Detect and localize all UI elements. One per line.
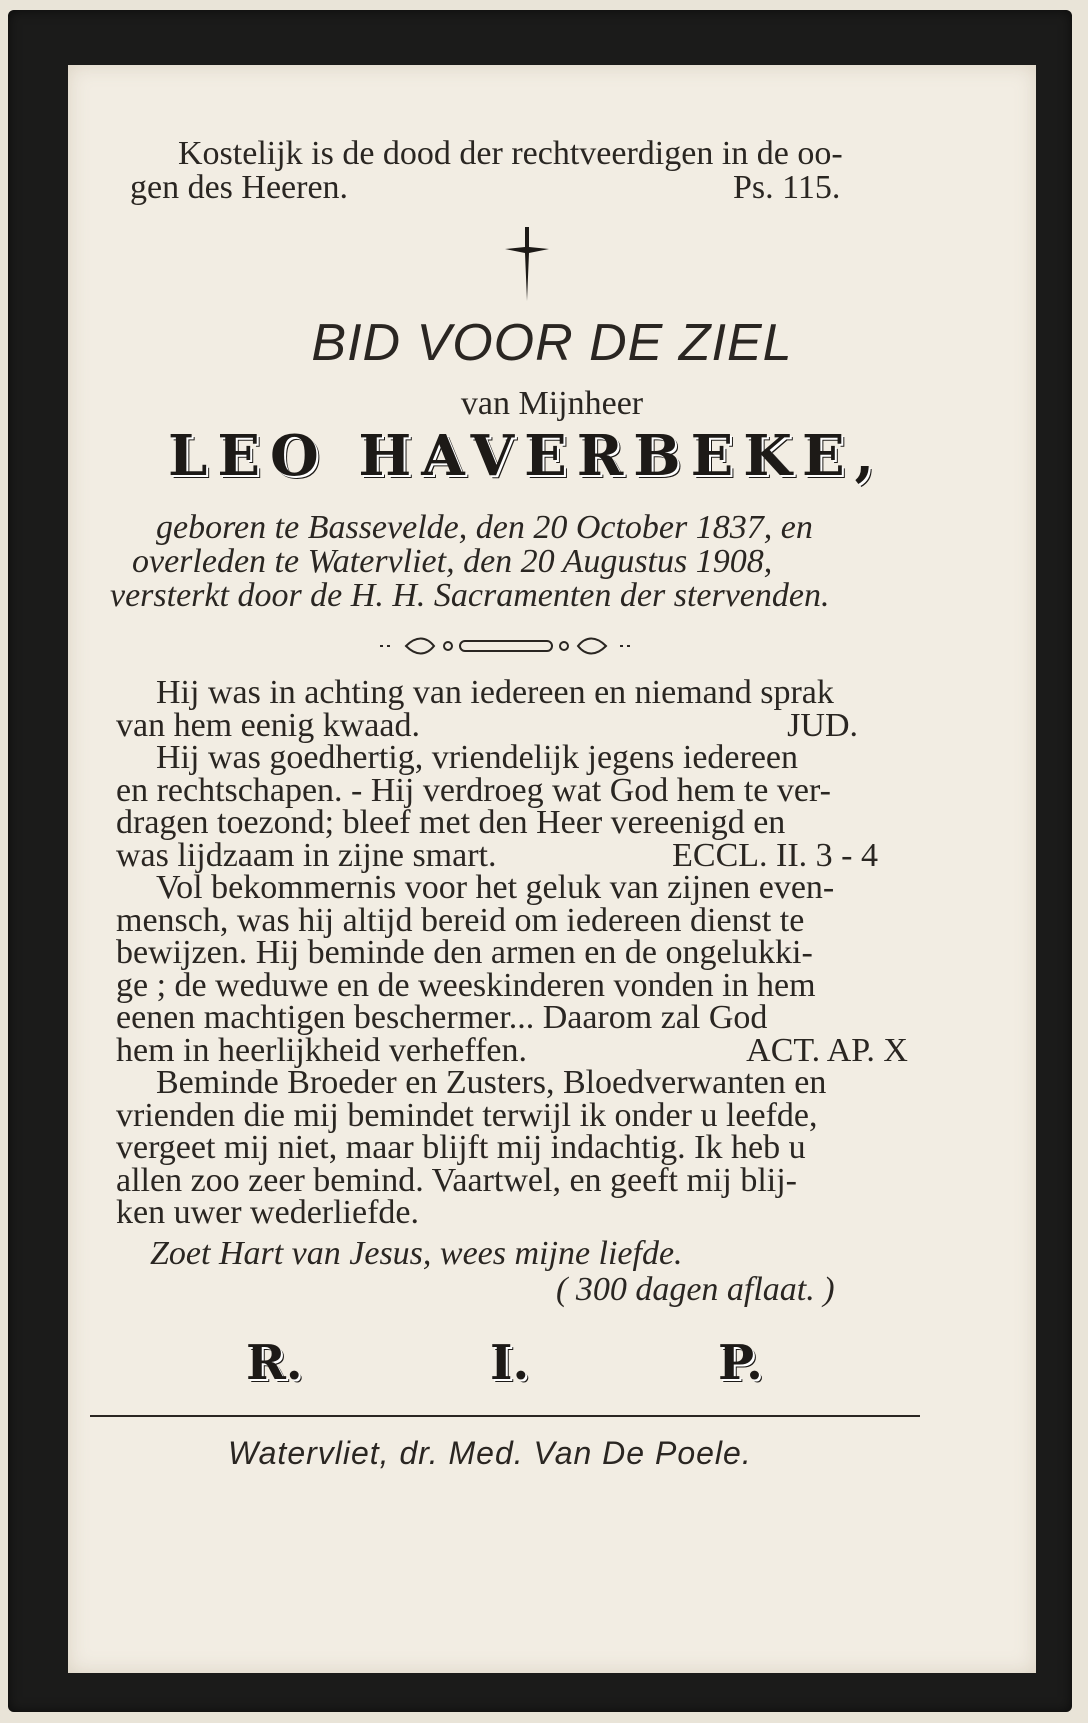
rip-i: I. (490, 1335, 530, 1391)
ornament-divider (376, 633, 636, 659)
deceased-name: LEO HAVERBEKE, (168, 423, 885, 489)
cross-icon (505, 227, 549, 301)
body-line: ge ; de weduwe en de weeskinderen vonden in hem (116, 966, 816, 1004)
sacraments-line: versterkt door de H. H. Sacramenten der stervenden. (110, 577, 830, 614)
epigraph-line-1: Kostelijk is de dood der rechtveerdigen in de oo- (178, 135, 843, 172)
epigraph-reference: Ps. 115. (733, 169, 841, 206)
body-text (116, 674, 918, 1231)
body-line: ken uwer wederliefde. (116, 1194, 420, 1231)
body-line: eenen machtigen beschermer... Daarom zal God (116, 999, 768, 1036)
body-line: was lijdzaam in zijne smart. ECCL. II. 3 - 4 (116, 836, 878, 874)
body-line: mensch, was hij altijd bereid om iedereen dienst te (116, 901, 805, 939)
body-line: Vol bekommernis voor het geluk van zijnen even- (156, 869, 835, 906)
rip-p: P. (718, 1335, 763, 1391)
jud-reference: JUD. (787, 706, 858, 744)
body-line: Beminde Broeder en Zusters, Bloedverwanten en (156, 1064, 827, 1101)
body-line: allen zoo zeer bemind. Vaartwel, en geeft mij blij- (116, 1161, 797, 1199)
birth-line: geboren te Bassevelde, den 20 October 1837, en (156, 509, 813, 546)
body-line: Hij was goedhertig, vriendelijk jegens iedereen (156, 739, 798, 776)
body-line: vergeet mij niet, maar blijft mij indachtig. Ik heb u (116, 1129, 806, 1166)
indulgence-note: ( 300 dagen aflaat. ) (556, 1271, 835, 1308)
epigraph-line-2: gen des Heeren. (130, 169, 349, 206)
heading-subtitle: van Mijnheer (460, 385, 644, 422)
body-line: vrienden die mij bemindet terwijl ik onder u leefde, (116, 1096, 818, 1134)
acts-reference: ACT. AP. X (746, 1031, 908, 1069)
rip-r: R. (246, 1335, 303, 1391)
death-line: overleden te Watervliet, den 20 Augustus 1908, (132, 543, 773, 580)
mourning-card (8, 10, 1072, 1712)
body-line: en rechtschapen. - Hij verdroeg wat God hem te ver- (116, 771, 831, 809)
footer-rule (90, 1415, 920, 1417)
printer-imprint: Watervliet, dr. Med. Van De Poele. (228, 1435, 752, 1471)
card-paper (68, 65, 1036, 1673)
prayer-heading: BID VOOR DE ZIEL (311, 314, 793, 372)
body-line: bewijzen. Hij beminde den armen en de ongelukki- (116, 934, 813, 971)
body-line: van hem eenig kwaad. JUD. (116, 706, 858, 744)
sacred-heart-prayer: Zoet Hart van Jesus, wees mijne liefde. (150, 1235, 683, 1272)
body-line: Hij was in achting van iedereen en niemand sprak (156, 674, 834, 711)
eccl-reference: ECCL. II. 3 - 4 (672, 836, 878, 874)
body-line: hem in heerlijkheid verheffen. ACT. AP. X (116, 1031, 908, 1069)
body-line: dragen toezond; bleef met den Heer vereenigd en (116, 804, 786, 841)
